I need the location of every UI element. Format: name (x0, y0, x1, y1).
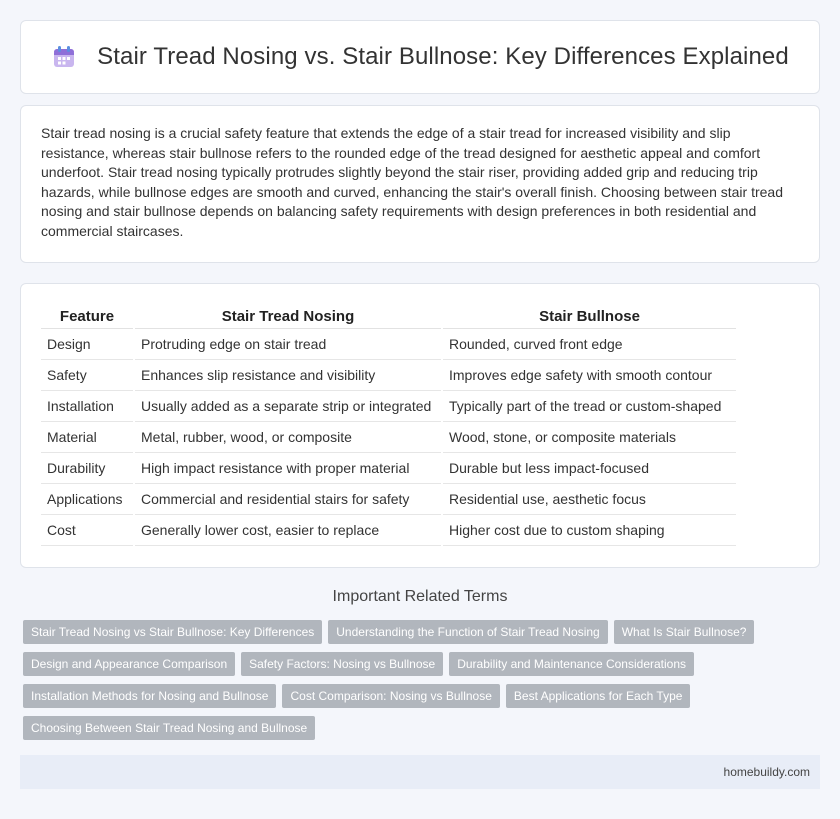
related-tag[interactable]: Durability and Maintenance Considerations (449, 652, 694, 676)
cell-feature: Material (41, 422, 133, 453)
intro-paragraph: Stair tread nosing is a crucial safety feature that extends the edge of a stair tread for increased visibility and slip resistance, whereas stair bullnose refers to the rounded edge of the tread designed for aesthetic appeal and comfort underfoot. Stair tread nosing typically protrudes slightly beyond the stair riser, providing added grip and reducing trip hazards, while bullnose edges are smooth and curved, enhancing the stair's overall finish. Choosing between stair tread nosing and stair bullnose depends on balancing safety requirements with design preferences in both residential and commercial staircases. (41, 125, 783, 239)
footer (20, 755, 820, 789)
header-feature: Feature (41, 304, 133, 329)
comparison-table (41, 304, 736, 546)
table-row (41, 515, 736, 546)
cell-feature: Durability (41, 453, 133, 484)
cell-nosing: Metal, rubber, wood, or composite (135, 422, 441, 453)
calendar-icon (51, 44, 77, 70)
related-tags (20, 620, 780, 740)
cell-nosing: Usually added as a separate strip or integrated (135, 391, 441, 422)
related-tag[interactable]: Choosing Between Stair Tread Nosing and Bullnose (23, 716, 315, 740)
cell-feature: Design (41, 329, 133, 360)
related-terms-section (20, 588, 820, 740)
cell-bullnose: Wood, stone, or composite materials (443, 422, 736, 453)
table-row (41, 484, 736, 515)
cell-feature: Installation (41, 391, 133, 422)
table-header-row (41, 304, 736, 329)
page-title: Stair Tread Nosing vs. Stair Bullnose: Key Differences Explained (97, 43, 789, 70)
footer-site-link[interactable]: homebuildy.com (723, 765, 810, 779)
related-tag[interactable]: Design and Appearance Comparison (23, 652, 235, 676)
cell-nosing: Protruding edge on stair tread (135, 329, 441, 360)
cell-bullnose: Higher cost due to custom shaping (443, 515, 736, 546)
cell-bullnose: Residential use, aesthetic focus (443, 484, 736, 515)
related-tag[interactable]: Installation Methods for Nosing and Bullnose (23, 684, 276, 708)
title-wrap (51, 43, 789, 71)
cell-bullnose: Typically part of the tread or custom-shaped (443, 391, 736, 422)
related-tag[interactable]: Understanding the Function of Stair Tread Nosing (328, 620, 607, 644)
related-tag[interactable]: Safety Factors: Nosing vs Bullnose (241, 652, 443, 676)
related-tag[interactable]: Cost Comparison: Nosing vs Bullnose (282, 684, 499, 708)
table-row (41, 453, 736, 484)
related-terms-title: Important Related Terms (332, 588, 508, 605)
cell-feature: Applications (41, 484, 133, 515)
intro-card (20, 105, 820, 263)
cell-nosing: Commercial and residential stairs for safety (135, 484, 441, 515)
cell-nosing: High impact resistance with proper material (135, 453, 441, 484)
related-tag[interactable]: Best Applications for Each Type (506, 684, 691, 708)
cell-bullnose: Rounded, curved front edge (443, 329, 736, 360)
header-stair-tread-nosing: Stair Tread Nosing (135, 304, 441, 329)
table-row (41, 360, 736, 391)
table-row (41, 422, 736, 453)
cell-nosing: Generally lower cost, easier to replace (135, 515, 441, 546)
cell-feature: Safety (41, 360, 133, 391)
cell-bullnose: Durable but less impact-focused (443, 453, 736, 484)
cell-bullnose: Improves edge safety with smooth contour (443, 360, 736, 391)
related-tag[interactable]: What Is Stair Bullnose? (614, 620, 755, 644)
header-stair-bullnose: Stair Bullnose (443, 304, 736, 329)
related-tag[interactable]: Stair Tread Nosing vs Stair Bullnose: Key Differences (23, 620, 322, 644)
header-card (20, 20, 820, 94)
table-row (41, 329, 736, 360)
comparison-table-card (20, 283, 820, 568)
cell-nosing: Enhances slip resistance and visibility (135, 360, 441, 391)
cell-feature: Cost (41, 515, 133, 546)
table-row (41, 391, 736, 422)
